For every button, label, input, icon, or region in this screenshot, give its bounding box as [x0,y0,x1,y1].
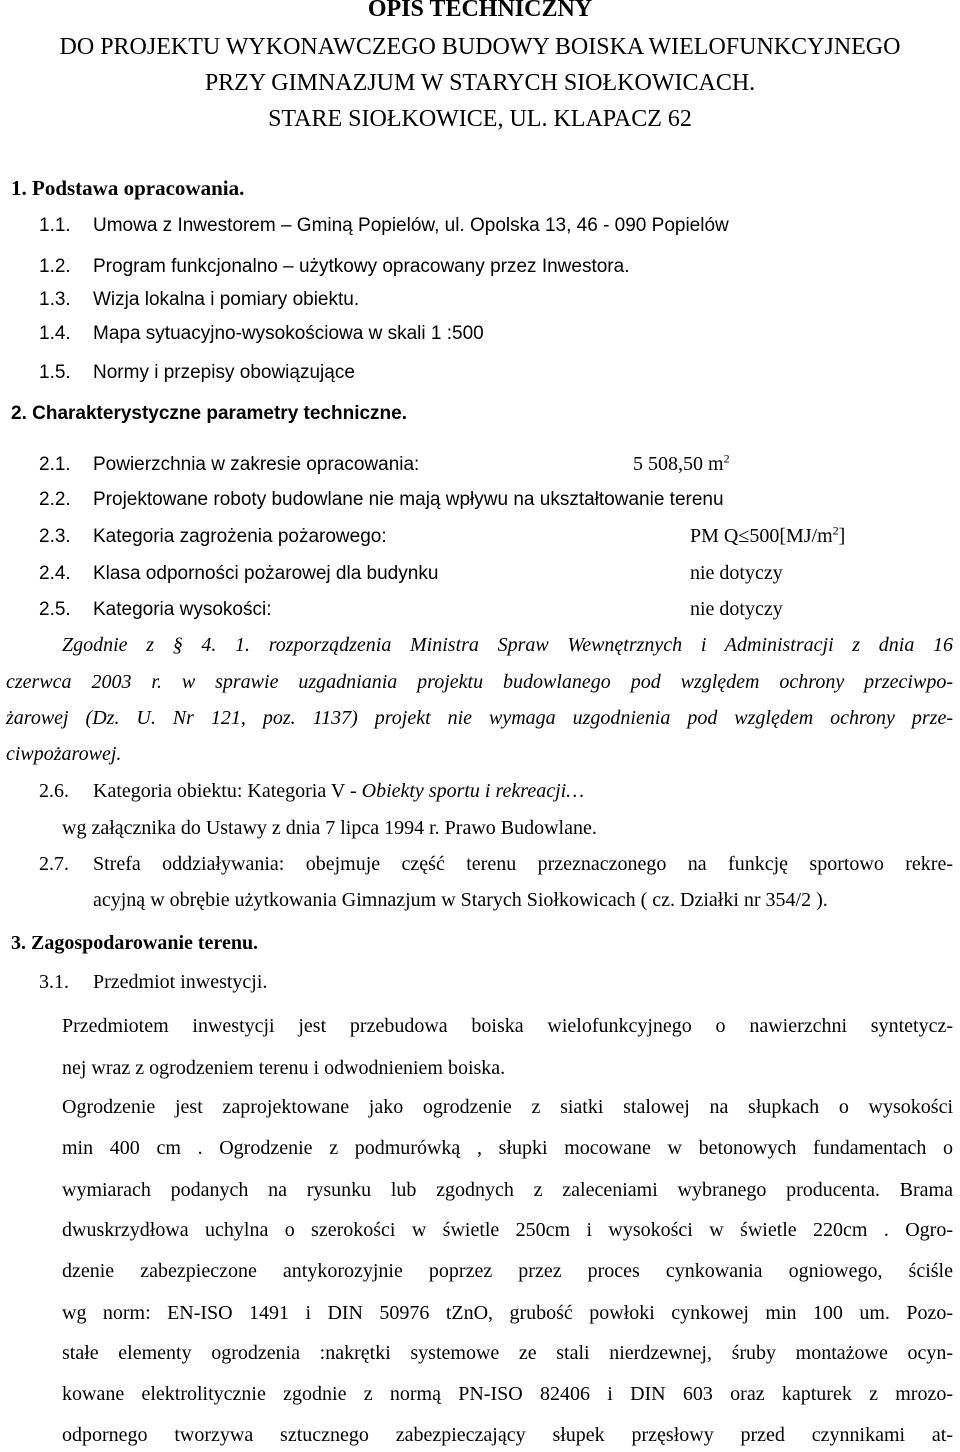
list-item-text: Klasa odporności pożarowej dla budynku [93,563,439,584]
doc-subtitle-3: STARE SIOŁKOWICE, UL. KLAPACZ 62 [268,106,692,132]
list-item-number: 2.3. [39,526,71,547]
paragraph-line: kowane elektrolitycznie zgodnie z normą PN-ISO 82406 i DIN 603 oraz kapturek z mrozo- [62,1383,953,1405]
list-item-text: Kategoria obiektu: Kategoria V - Obiekty sportu i rekreacji… [93,780,584,802]
parameter-value: PM $Q\le 500[MJ/m^2]$ [690,523,846,547]
list-item-number: 2.5. [39,599,71,620]
doc-title: OPIS TECHNICZNY [367,0,593,22]
paragraph-line: Przedmiotem inwestycji jest przebudowa boiska wielofunkcyjnego o nawierzchni syntetycz- [62,1015,953,1037]
list-item-number: 3.1. [39,971,69,993]
parameter-value: nie dotyczy [690,562,783,584]
paragraph-line: Ogrodzenie jest zaprojektowane jako ogrodzenie z siatki stalowej na słupkach o wysokości [62,1096,953,1118]
section-3-heading: 3. Zagospodarowanie terenu. [11,932,259,954]
doc-subtitle-2: PRZY GIMNAZJUM W STARYCH SIOŁKOWICACH. [204,70,756,96]
list-item-number: 2.2. [39,489,71,510]
list-item-text: Program funkcjonalno – użytkowy opracowany przez Inwestora. [93,256,630,277]
list-item-number: 1.2. [39,256,71,277]
list-item-number: 1.5. [39,362,71,383]
list-item-text: acyjną w obrębie użytkowania Gimnazjum w Starych Siołkowicach ( cz. Działki nr 354/2 ). [93,889,828,911]
paragraph-line: nej wraz z ogrodzeniem terenu i odwodnieniem boiska. [62,1057,506,1079]
list-item-number: 2.7. [39,853,69,875]
list-item-text: wg załącznika do Ustawy z dnia 7 lipca 1994 r. Prawo Budowlane. [62,817,597,839]
parameter-value: nie dotyczy [690,598,783,620]
list-item-text: Projektowane roboty budowlane nie mają wpływu na ukształtowanie terenu [93,489,724,510]
list-item-text: Przedmiot inwestycji. [93,971,268,993]
list-item-text: Kategoria wysokości: [93,599,272,620]
list-item-number: 1.1. [39,215,71,236]
list-item-text: Umowa z Inwestorem – Gminą Popielów, ul. Opolska 13, 46 - 090 Popielów [93,215,729,236]
list-item-number: 1.3. [39,289,71,310]
list-item-number: 1.4. [39,323,71,344]
paragraph-line: dwuskrzydłowa uchylna o szerokości w świetle 250cm i wysokości w świetle 220cm . Ogro- [62,1219,953,1241]
section-1-heading: 1. Podstawa opracowania. [11,176,245,200]
paragraph-line: stałe elementy ogrodzenia :nakrętki systemowe ze stali nierdzewnej, śruby montażowe ocyn- [62,1342,953,1364]
section-2-heading: 2. Charakterystyczne parametry techniczne. [11,403,408,424]
list-item-text: Wizja lokalna i pomiary obiektu. [93,289,360,310]
list-item-text: Strefa oddziaływania: obejmuje część terenu przeznaczonego na funkcję sportowo rekre- [93,853,953,875]
parameter-value: 5 508,50 $m^2$ [633,451,730,475]
list-item-number: 2.1. [39,454,71,475]
list-item-number: 2.4. [39,563,71,584]
list-item-text: Kategoria zagrożenia pożarowego: [93,526,387,547]
paragraph-line: dzenie zabezpieczone antykorozyjnie poprzez przez proces cynkowania ogniowego, ściśle [62,1260,953,1282]
paragraph-line: wg norm: EN-ISO 1491 i DIN 50976 tZnO, grubość powłoki cynkowej min 100 um. Pozo- [62,1302,953,1324]
regulation-note-line: żarowej (Dz. U. Nr 121, poz. 1137) projekt nie wymaga uzgodnienia pod względem ochrony prze- [6,707,953,729]
doc-subtitle-1: DO PROJEKTU WYKONAWCZEGO BUDOWY BOISKA WIELOFUNKCYJNEGO [59,34,901,60]
list-item-number: 2.6. [39,780,69,802]
regulation-note-line: Zgodnie z § 4. 1. rozporządzenia Ministra Spraw Wewnętrznych i Administracji z dnia 16 [62,634,953,656]
paragraph-line: wymiarach podanych na rysunku lub zgodnych z zaleceniami wybranego producenta. Brama [62,1179,953,1201]
regulation-note-line: ciwpożarowej. [6,743,122,765]
list-item-text: Powierzchnia w zakresie opracowania: [93,454,420,475]
paragraph-line: min 400 cm . Ogrodzenie z podmurówką , słupki mocowane w betonowych fundamentach o [62,1137,953,1159]
regulation-note-line: czerwca 2003 r. w sprawie uzgadniania projektu budowlanego pod względem ochrony przeciwpo- [6,671,953,693]
list-item-text: Mapa sytuacyjno-wysokościowa w skali 1 :500 [93,323,484,344]
list-item-text: Normy i przepisy obowiązujące [93,362,355,383]
paragraph-line: odpornego tworzywa sztucznego zabezpieczający słupek przęsłowy przed czynnikami at- [62,1424,953,1446]
